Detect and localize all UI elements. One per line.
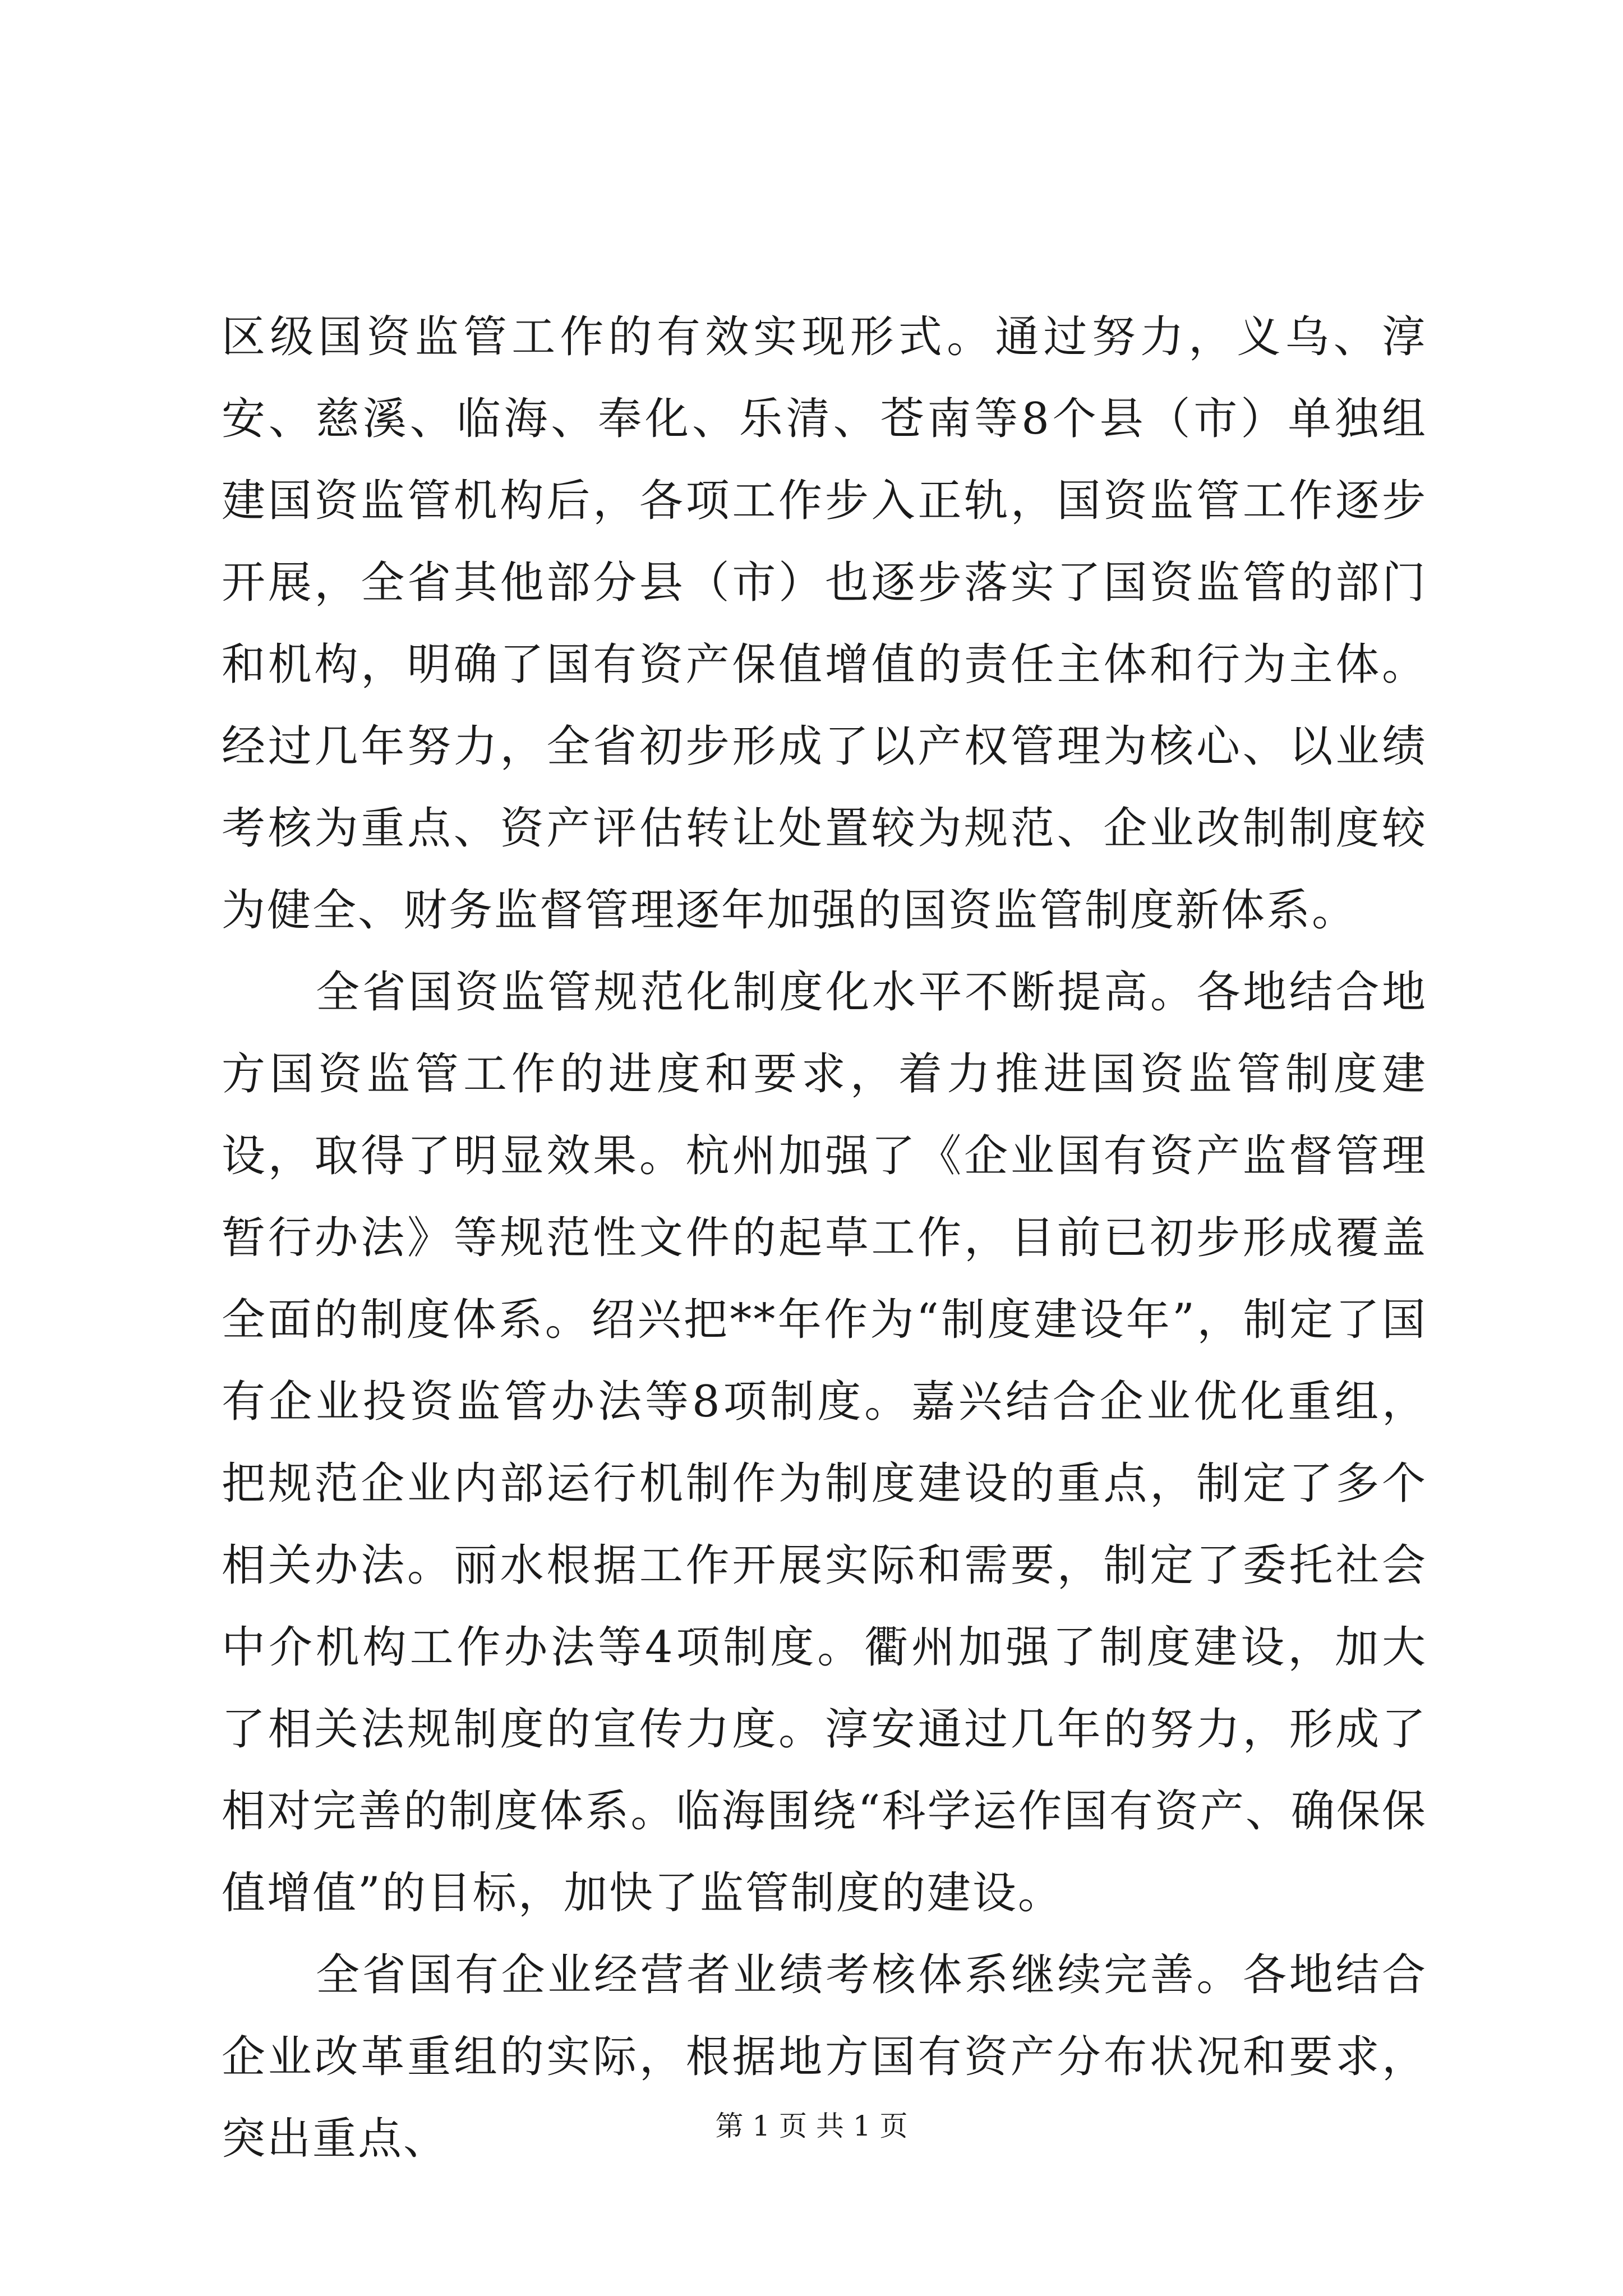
page-footer: 第 1 页 共 1 页 <box>715 2110 908 2142</box>
paragraph-3: 全省国有企业经营者业绩考核体系继续完善。各地结合企业改革重组的实际，根据地方国有资产分布状况和要求，突出重点、 <box>222 1950 1427 2164</box>
document-body <box>222 296 1427 2180</box>
paragraph-2: 全省国资监管规范化制度化水平不断提高。各地结合地方国资监管工作的进度和要求，着力推进国资监管制度建设，取得了明显效果。杭州加强了《企业国有资产监督管理暂行办法》等规范性文件的起草工作，目前已初步形成覆盖全面的制度体系。绍兴把**年作为“制度建设年”，制定了国有企业投资监管办法等8项制度。嘉兴结合企业优化重组，把规范企业内部运行机制作为制度建设的重点，制定了多个相关办法。丽水根据工作开展实际和需要，制定了委托社会中介机构工作办法等4项制度。衢州加强了制度建设，加大了相关法规制度的宣传力度。淳安通过几年的努力，形成了相对完善的制度体系。临海围绕“科学运作国有资产、确保保值增值”的目标，加快了监管制度的建设。 <box>222 967 1427 1918</box>
paragraph-1: 区级国资监管工作的有效实现形式。通过努力，义乌、淳安、慈溪、临海、奉化、乐清、苍南等8个县（市）单独组建国资监管机构后，各项工作步入正轨，国资监管工作逐步开展，全省其他部分县（市）也逐步落实了国资监管的部门和机构，明确了国有资产保值增值的责任主体和行为主体。经过几年努力，全省初步形成了以产权管理为核心、以业绩考核为重点、资产评估转让处置较为规范、企业改制制度较为健全、财务监督管理逐年加强的国资监管制度新体系。 <box>222 312 1427 936</box>
